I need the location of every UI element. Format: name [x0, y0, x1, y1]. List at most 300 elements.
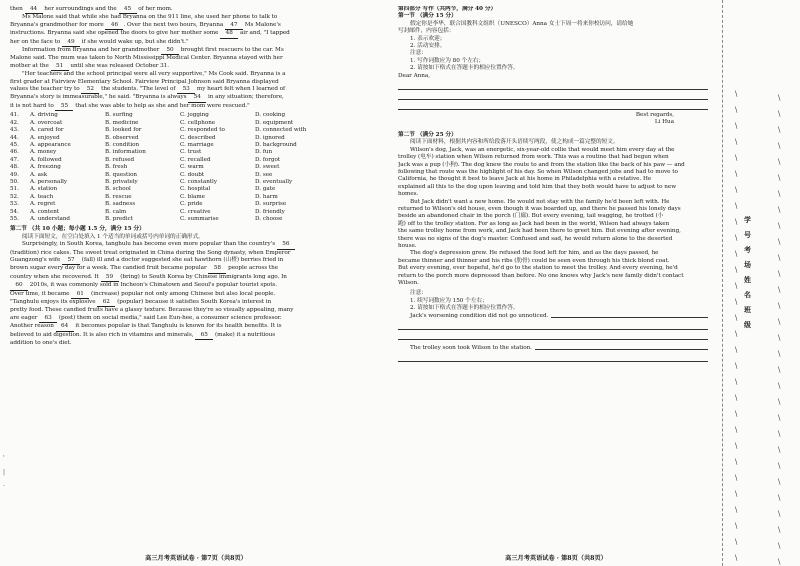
- binding-slash: \: [735, 298, 738, 306]
- line-text: the students. "The level of: [99, 86, 178, 93]
- option-choice: A. appearance: [30, 141, 71, 148]
- option-choice: B. condition: [105, 141, 140, 148]
- email-signature: Li Hua: [654, 119, 674, 126]
- text-line: Ms Malone said that while she had Bryanna on the 911 line, she used her phone to talk to: [22, 14, 278, 21]
- option-row: [10, 120, 382, 127]
- page-8: [398, 6, 714, 560]
- binding-slash: \: [778, 174, 781, 182]
- option-row: [10, 157, 382, 164]
- option-choice: D. harm: [255, 193, 278, 200]
- binding-slash: \: [735, 442, 738, 450]
- grammar-fill-passage: [10, 241, 382, 347]
- text-line: [10, 103, 382, 111]
- option-choice: B. sadness: [105, 201, 136, 208]
- option-choice: D. ignored: [255, 134, 285, 141]
- binding-char: 考: [744, 245, 751, 254]
- binding-slash: \: [778, 222, 781, 230]
- option-choice: B. surfing: [105, 112, 133, 119]
- line-text: (bring) to South Korea by Chinese immigrants long ago. In: [118, 273, 287, 280]
- binding-slash: \: [778, 558, 781, 566]
- story-line: beside an abandoned chair in the porch (门廊). But every evening, tail wagging, he trotted (小: [398, 213, 664, 220]
- notes-title: 注意：: [410, 290, 427, 297]
- line-text: (fall) ill and a doctor suggested she eat hawthorn (山楂) berries fried in: [80, 257, 284, 263]
- option-choice: A. driving: [30, 112, 58, 119]
- binding-slash: \: [735, 490, 738, 498]
- line-text: 2010s, it was commonly sold in Incheon's Chinatown and Seoul's popular tourist spots.: [28, 282, 278, 289]
- prompt-line: 1. 表示欢迎；: [410, 35, 446, 42]
- option-choice: B. calm: [105, 208, 127, 215]
- binding-slash: \: [778, 542, 781, 550]
- section2-title-right: 第二节 （满分 25 分）: [398, 131, 457, 138]
- binding-slash: \: [778, 526, 781, 534]
- blank-number: 59: [101, 274, 119, 282]
- binding-slash: \: [735, 394, 738, 402]
- option-choice: D. friendly: [255, 208, 285, 215]
- binding-char: 级: [744, 320, 751, 329]
- binding-slash: \: [735, 218, 738, 226]
- paragraph2-starter: The trolley soon took Wilson to the station.: [410, 345, 532, 352]
- story-line: California, he thought it best to leave Jack at his home in Philadelphia with a relative. He: [398, 176, 652, 183]
- binding-slash: \: [735, 186, 738, 194]
- binding-slash: \: [735, 554, 738, 562]
- option-choice: C. marriage: [180, 141, 214, 148]
- continuation-instruction: 阅读下面材料，根据其内容和所给段落开头语续写两段，使之构成一篇完整的短文。: [410, 139, 619, 146]
- binding-slash: \: [778, 254, 781, 262]
- blank-number: 58: [208, 265, 226, 273]
- binding-slash: \: [735, 362, 738, 370]
- option-row: [10, 164, 382, 171]
- binding-slash: \: [735, 154, 738, 162]
- option-choice: B. refused: [105, 156, 135, 163]
- line-text: . Over the next two hours, Bryanna: [123, 21, 225, 28]
- line-text: Ms Malone's: [242, 21, 281, 28]
- binding-slash: \: [778, 190, 781, 198]
- text-line: [10, 63, 382, 71]
- binding-slash: \: [735, 138, 738, 146]
- binding-slash: \: [778, 206, 781, 214]
- option-choice: C. cellphone: [180, 119, 216, 126]
- line-text: people across the: [226, 265, 279, 272]
- binding-slash: \: [735, 378, 738, 386]
- story-line: But every evening, ever hopeful, he'd go to the station to meet the trolley. And every evening, he'd: [398, 265, 678, 272]
- line-text: Bryanna's story is immeasurable," he said. "Bryanna is always: [10, 94, 189, 101]
- story-line: house.: [398, 242, 417, 249]
- binding-slash: \: [778, 238, 781, 246]
- option-choice: C. doubt: [180, 171, 205, 178]
- binding-slash: \: [778, 398, 781, 406]
- binding-slash: \: [735, 410, 738, 418]
- text-line: [10, 86, 382, 94]
- option-choice: A. freezing: [30, 164, 61, 171]
- binding-slash: \: [778, 494, 781, 502]
- story-line: Wilson's dog, Jack, was an energetic, six-year-old collie that would meet him every day at the: [410, 146, 675, 153]
- option-row: [10, 194, 382, 201]
- binding-slash: \: [735, 458, 738, 466]
- question-number: 50.: [10, 178, 19, 185]
- option-choice: B. looked for: [105, 127, 142, 134]
- prompt-line: 2. 活动安排。: [410, 43, 446, 50]
- binding-slash: \: [778, 142, 781, 150]
- text-line: [10, 30, 382, 38]
- option-choice: D. sweet: [255, 164, 280, 171]
- binding-slash: \: [778, 414, 781, 422]
- question-number: 48.: [10, 164, 19, 171]
- option-choice: C. creative: [180, 208, 211, 215]
- story-line: homes.: [398, 191, 419, 198]
- line-text: that she was able to help as she and her mom were rescued.": [73, 102, 250, 109]
- note-item-1: 1. 续写词数应为 150 个左右；: [410, 297, 488, 304]
- question-number: 41.: [10, 112, 19, 119]
- option-row: [10, 201, 382, 208]
- binding-slash: \: [778, 286, 781, 294]
- text-line: [10, 340, 382, 347]
- option-choice: C. trust: [180, 149, 202, 156]
- line-text: addition to one's diet.: [10, 340, 72, 347]
- question-number: 43.: [10, 127, 19, 134]
- blank-number: 62: [97, 299, 115, 307]
- section2-instruction: 阅读下面短文，在空白处填入 1 个适当的单词或括号内单词的正确形式。: [22, 233, 204, 240]
- binding-slash: \: [778, 510, 781, 518]
- option-choice: B. privately: [105, 178, 138, 185]
- option-choice: A. followed: [30, 156, 62, 163]
- line-text: her on the face to: [10, 38, 62, 45]
- text-line: first grader at Fairview Elementary School. Fairview Principal Johnson said Bryanna displayed: [10, 78, 279, 85]
- question-number: 54.: [10, 208, 19, 215]
- line-text: (tradition) rice cakes. The sweet treat originated in China during the Song dynasty, when Emperor: [10, 249, 291, 256]
- line-text: instructions. Bryanna said she opened the doors to give her mother some: [10, 30, 221, 37]
- question-number: 42.: [10, 119, 19, 126]
- text-line: [10, 323, 382, 331]
- binding-slash: \: [778, 158, 781, 166]
- text-line: [10, 282, 382, 290]
- story-line: The dog's depression grew. He refused the food left for him, and as the days passed, he: [410, 250, 659, 257]
- line-text: (post) them on social media," said Lee Eun-hee, a consumer science professor.: [57, 314, 282, 321]
- option-row: [10, 149, 382, 156]
- option-choice: B. medicine: [105, 119, 139, 126]
- text-line: [10, 257, 382, 265]
- line-text: air and, "I tapped: [238, 30, 290, 37]
- line-text: country when she recovered. It: [10, 273, 101, 280]
- binding-char: 名: [744, 290, 751, 299]
- story-line: Jack was a pup (小狗). The dog knew the route to and from the station like the back of his paw — and: [398, 161, 685, 168]
- binding-slash: \: [735, 250, 738, 258]
- blank-number: 50: [161, 47, 179, 55]
- email-salutation: Dear Anna,: [398, 72, 430, 79]
- page-footer-left: 高三月考英语试卷 · 第7页（共8页）: [145, 555, 247, 562]
- line-text: "Tanghulu enjoys its explosive: [10, 299, 98, 306]
- option-choice: A. content: [30, 208, 60, 215]
- text-line: [10, 265, 382, 273]
- cloze-options-table: [10, 112, 382, 223]
- binding-slash: \: [735, 122, 738, 130]
- option-choice: C. constantly: [180, 178, 217, 185]
- margin-mark: |: [3, 469, 6, 476]
- blank-number: 47: [225, 22, 243, 30]
- option-choice: A. teach: [30, 193, 54, 200]
- blank-number: 61: [71, 291, 89, 299]
- answer-line: [398, 320, 708, 330]
- binding-slash: \: [735, 170, 738, 178]
- binding-slash: \: [735, 522, 738, 530]
- question-number: 45.: [10, 141, 19, 148]
- binding-slash: \: [735, 426, 738, 434]
- line-text: if she would wake up, but she didn't.": [80, 38, 189, 45]
- option-choice: A. overcoat: [30, 119, 63, 126]
- binding-slash: \: [735, 282, 738, 290]
- line-text: in any situation; therefore,: [206, 94, 284, 101]
- binding-slash: \: [778, 446, 781, 454]
- margin-mark: ·: [3, 483, 5, 490]
- option-row: [10, 209, 382, 216]
- option-row: [10, 172, 382, 179]
- line-text: Surprisingly, in South Korea, tanghulu has become even more popular than the country's: [22, 241, 277, 248]
- cloze-passage-end: [10, 6, 382, 111]
- option-choice: C. responded to: [180, 127, 225, 134]
- answer-line: [535, 345, 708, 350]
- line-text: (make) it a nutritious: [213, 331, 276, 338]
- option-row: [10, 216, 382, 223]
- story-line: 跑) off to the trolley station. For as long as Jack had been in the world, Wilson had always taken: [398, 220, 670, 227]
- line-text: believed to aid digestion. It is also rich in vitamins and minerals,: [10, 331, 196, 338]
- option-row: [10, 186, 382, 193]
- option-row: [10, 135, 382, 142]
- option-choice: C. recalled: [180, 156, 211, 163]
- option-choice: B. school: [105, 186, 131, 193]
- line-text: pretty food. These candied fruits have a glassy texture. Because they're so visually appealing, many: [10, 307, 294, 314]
- text-line: [10, 299, 382, 307]
- blank-number: 49: [62, 39, 80, 47]
- blank-number: 65: [195, 332, 213, 340]
- binding-slash: \: [778, 334, 781, 342]
- option-choice: C. pride: [180, 201, 203, 208]
- story-line: there was no signs of the dog's master. Confused and sad, he would return alone to the deserted: [398, 235, 673, 242]
- option-choice: A. station: [30, 186, 58, 193]
- prompt-line: 1. 写作词数应为 80 个左右；: [410, 57, 485, 64]
- option-choice: D. equipment: [255, 119, 294, 126]
- option-choice: D. gate: [255, 186, 276, 193]
- prompt-line: 写封邮件，内容包括：: [398, 28, 455, 35]
- option-choice: A. regret: [30, 201, 56, 208]
- option-row: [10, 142, 382, 149]
- page-footer-right: 高三月考英语试卷 · 第8页（共8页）: [505, 555, 607, 562]
- option-choice: C. warm: [180, 164, 204, 171]
- option-choice: B. information: [105, 149, 146, 156]
- option-choice: D. choose: [255, 215, 283, 222]
- binding-slash: \: [778, 94, 781, 102]
- question-number: 52.: [10, 193, 19, 200]
- blank-number: 54: [188, 94, 206, 102]
- question-number: 53.: [10, 201, 19, 208]
- story-line: the same trolley home from work, and Jack had been there to greet him. But evening after evening,: [398, 228, 681, 235]
- text-line: Malone said. The mum was taken to North Mississippi Medical Center. Bryanna stayed with her: [10, 55, 283, 62]
- option-choice: D. forgot: [255, 156, 281, 163]
- option-row: [10, 179, 382, 186]
- option-choice: C. hospital: [180, 186, 211, 193]
- line-text: values the teacher try to: [10, 86, 82, 93]
- binding-slash: \: [735, 266, 738, 274]
- option-choice: B. rescue: [105, 193, 132, 200]
- prompt-line: 假定你是李华，联合国教科文组织（UNESCO）Anna 女士下周一将来你校访问，请给她: [410, 20, 634, 27]
- question-number: 46.: [10, 149, 19, 156]
- binding-slash: \: [778, 126, 781, 134]
- binding-slash: \: [778, 318, 781, 326]
- option-choice: B. fresh: [105, 164, 128, 171]
- line-text: it becomes popular is that Tanghulu is known for its health benefits. It is: [73, 323, 282, 330]
- line-text: Bryanna's grandmother for more: [10, 21, 106, 28]
- option-choice: C. summarise: [180, 215, 219, 222]
- story-line: But Jack didn't want a new home. He would not stay with the family he'd been left with. He: [410, 198, 670, 205]
- line-text: it is not hard to: [10, 102, 56, 109]
- binding-slash: \: [735, 474, 738, 482]
- text-line: [10, 22, 382, 30]
- question-number: 44.: [10, 134, 19, 141]
- line-text: Guangzong's wife: [10, 257, 63, 263]
- binding-char: 号: [744, 230, 751, 239]
- line-text: brought first rescuers to the car. Ms: [178, 47, 284, 54]
- binding-slash: \: [735, 106, 738, 114]
- binding-slash: \: [735, 346, 738, 354]
- question-number: 47.: [10, 156, 19, 163]
- blank-number: 45: [119, 6, 137, 14]
- binding-slash: \: [735, 506, 738, 514]
- binding-slash: \: [735, 202, 738, 210]
- option-choice: A. personally: [30, 178, 68, 185]
- option-choice: C. blame: [180, 193, 205, 200]
- option-choice: A. cared for: [30, 127, 64, 134]
- blank-number: 57: [62, 257, 80, 265]
- line-text: Over time, it became: [10, 290, 72, 297]
- line-text: of her mom.: [136, 6, 173, 12]
- part4-title: 第四部分 写作（共两节，满分 40 分）: [398, 6, 497, 12]
- question-number: 55.: [10, 215, 19, 222]
- story-line: became thinner and thinner and his ribs (肋骨) could be seen even through his thick blond coat.: [398, 257, 670, 264]
- binding-slash: \: [778, 430, 781, 438]
- blank-number: 53: [177, 86, 195, 94]
- story-passage: [398, 147, 714, 288]
- answer-line: [398, 100, 708, 110]
- text-line: [10, 6, 382, 14]
- line-text: until she was released October 31.: [68, 62, 169, 69]
- text-line: [10, 291, 382, 299]
- option-choice: C. jogging: [180, 112, 209, 119]
- option-choice: A. enjoyed: [30, 134, 60, 141]
- binding-slash: \: [735, 314, 738, 322]
- binding-char: 学: [744, 215, 751, 224]
- paragraph1-starter-row: [398, 313, 714, 320]
- binding-slash: \: [778, 366, 781, 374]
- binding-slash: \: [778, 110, 781, 118]
- binding-slash: \: [778, 302, 781, 310]
- text-line: [10, 250, 382, 257]
- blank-number: 48: [220, 30, 238, 38]
- prompt-line: 2. 请按如下格式在答题卡的相应位置作答。: [410, 65, 519, 72]
- blank-number: 60: [10, 282, 28, 290]
- paragraph1-starter: Jack's worsening condition did not go unnoticed.: [410, 312, 549, 319]
- binding-slash: \: [778, 478, 781, 486]
- line-text: brown sugar every day for a week. The candied fruit became popular: [10, 265, 209, 272]
- text-line: [10, 241, 382, 249]
- answer-line: [398, 352, 708, 362]
- story-line: return to the porch more depressed than before. No one knows why Jack's new family didn't contact: [398, 272, 684, 279]
- text-line: [10, 39, 382, 47]
- option-choice: A. money: [30, 149, 57, 156]
- blank-number: 51: [51, 63, 69, 71]
- line-text: mother at the: [10, 62, 51, 69]
- option-choice: D. fun: [255, 149, 273, 156]
- answer-line: [398, 330, 708, 340]
- option-row: [10, 112, 382, 119]
- text-line: [10, 332, 382, 340]
- binding-slash: \: [735, 538, 738, 546]
- answer-line: [398, 90, 708, 100]
- binding-char: 场: [744, 260, 751, 269]
- story-line: explained all this to the dog upon leaving and told him that they both would have to adjust to new: [398, 183, 677, 190]
- section2-title: 第二节 （共 10 小题；每小题 1.5 分，满分 15 分）: [10, 226, 145, 233]
- blank-number: 63: [39, 315, 57, 323]
- binding-char: 班: [744, 305, 751, 314]
- story-line: trolley (电车) station when Wilson returned from work. This was a routine that had begun when: [398, 154, 669, 161]
- binding-slash: \: [735, 90, 738, 98]
- paragraph2-starter-row: [398, 345, 714, 352]
- binding-slash: \: [778, 462, 781, 470]
- binding-slash: \: [778, 270, 781, 278]
- binding-slash: \: [778, 382, 781, 390]
- question-number: 51.: [10, 186, 19, 193]
- line-text: Information from Bryanna and her grandmother: [22, 47, 161, 54]
- binding-slash: \: [778, 350, 781, 358]
- binding-char: 姓: [744, 275, 751, 284]
- story-line: following that route was the highlight of his day. So when Wilson changed jobs and had to move to: [398, 168, 678, 175]
- line-text: my heart felt when I learned of: [195, 86, 286, 93]
- option-choice: A. understand: [30, 215, 71, 222]
- text-line: [10, 47, 382, 55]
- option-choice: D. background: [255, 141, 297, 148]
- margin-mark: ': [3, 455, 5, 462]
- option-choice: B. predict: [105, 215, 133, 222]
- question-number: 49.: [10, 171, 19, 178]
- binding-slash: \: [735, 234, 738, 242]
- answer-line: [551, 313, 708, 318]
- blank-number: 52: [81, 86, 99, 94]
- text-line: [10, 307, 382, 314]
- line-text: Another reason: [10, 323, 56, 330]
- blank-number: 56: [277, 241, 295, 249]
- section1-title: 第一节 （满分 15 分）: [398, 13, 457, 20]
- option-choice: B. observed: [105, 134, 139, 141]
- email-closing: Best regards,: [635, 112, 674, 119]
- option-choice: A. ask: [30, 171, 48, 178]
- option-choice: C. described: [180, 134, 216, 141]
- text-line: "Her teachers and the school principal were all very supportive," Ms Cook said. Bryanna is a: [22, 71, 286, 78]
- option-choice: D. cooking: [255, 112, 286, 119]
- line-text: (increase) popular not only among Chinese but also local people.: [89, 290, 276, 297]
- line-text: are eager: [10, 314, 40, 321]
- answer-line: [398, 80, 708, 90]
- option-choice: D. see: [255, 171, 273, 178]
- blank-number: 44: [25, 6, 43, 14]
- text-line: [10, 315, 382, 323]
- blank-number: 64: [56, 323, 74, 331]
- line-text: (popular) because it satisfies South Korea's interest in: [115, 299, 272, 306]
- page-7: [10, 6, 382, 560]
- option-choice: D. eventually: [255, 178, 293, 185]
- line-text: then: [10, 6, 25, 12]
- story-line: returned to Wilson's old house, even though it was boarded up, and there he passed his lonely days: [398, 205, 681, 212]
- binding-margin: [722, 0, 800, 566]
- line-text: her surroundings and the: [42, 6, 119, 12]
- binding-slash: \: [735, 330, 738, 338]
- blank-number: 46: [105, 22, 123, 30]
